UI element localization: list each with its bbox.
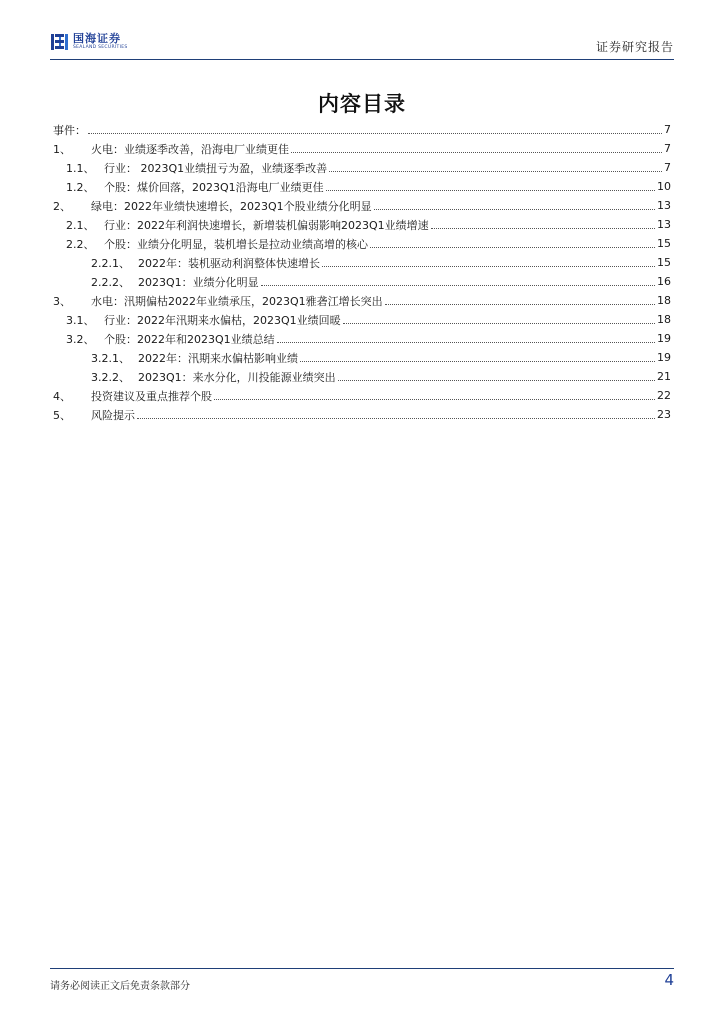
toc-entry-number: 2、 [53, 199, 71, 213]
sealand-logo-icon [50, 32, 70, 52]
toc-entry-label: 行业：2022年利润快速增长，新增装机偏弱影响2023Q1业绩增速 [104, 218, 429, 232]
toc-entry[interactable] [53, 272, 671, 291]
toc-dot-leader [326, 190, 655, 191]
toc-entry-label: 2022年：汛期来水偏枯影响业绩 [138, 351, 298, 365]
toc-dot-leader [385, 304, 655, 305]
toc-dot-leader [88, 133, 662, 134]
toc-entry-label: 绿电：2022年业绩快速增长，2023Q1个股业绩分化明显 [91, 199, 372, 213]
toc-entry-page: 19 [657, 332, 671, 345]
toc-dot-leader [370, 247, 655, 248]
toc-entry-page: 22 [657, 389, 671, 402]
toc-entry-label: 投资建议及重点推荐个股 [91, 389, 212, 403]
page-header [50, 28, 674, 60]
toc-entry-page: 13 [657, 218, 671, 231]
toc-entry[interactable] [53, 215, 671, 234]
toc-entry-label: 2022年：装机驱动利润整体快速增长 [138, 256, 320, 270]
toc-entry-page: 16 [657, 275, 671, 288]
toc-dot-leader [291, 152, 662, 153]
toc-entry[interactable] [53, 177, 671, 196]
toc-entry-number: 2.1、 [66, 218, 95, 232]
toc-dot-leader [343, 323, 655, 324]
toc-entry-number: 2.2.1、 [91, 256, 130, 270]
toc-entry-page: 7 [664, 123, 671, 136]
toc-entry-label: 行业：2022年汛期来水偏枯，2023Q1业绩回暖 [104, 313, 341, 327]
toc-entry-page: 21 [657, 370, 671, 383]
toc-entry-number: 3.2.1、 [91, 351, 130, 365]
toc-entry[interactable] [53, 386, 671, 405]
toc-title: 内容目录 [318, 91, 406, 116]
toc-entry-label: 2023Q1：业绩分化明显 [138, 275, 259, 289]
toc-entry-number: 3.1、 [66, 313, 95, 327]
toc-entry-number: 2.2.2、 [91, 275, 130, 289]
toc-entry[interactable] [53, 310, 671, 329]
toc-dot-leader [261, 285, 655, 286]
logo-chinese-name: 国海证券 [73, 32, 121, 45]
page-number: 4 [664, 971, 674, 989]
toc-entry-number: 3.2、 [66, 332, 95, 346]
toc-entry[interactable] [53, 253, 671, 272]
toc-entry-label: 个股：业绩分化明显，装机增长是拉动业绩高增的核心 [104, 237, 368, 251]
toc-entry-label: 事件： [53, 123, 86, 137]
toc-dot-leader [338, 380, 655, 381]
toc-entry-label: 个股：煤价回落，2023Q1沿海电厂业绩更佳 [104, 180, 324, 194]
page-footer [50, 968, 674, 990]
toc-dot-leader [277, 342, 655, 343]
toc-entry-page: 23 [657, 408, 671, 421]
toc-entry[interactable] [53, 329, 671, 348]
toc-entry-page: 7 [664, 161, 671, 174]
toc-entry-page: 7 [664, 142, 671, 155]
toc-dot-leader [214, 399, 655, 400]
toc-dot-leader [374, 209, 655, 210]
toc-entry-number: 1、 [53, 142, 71, 156]
toc-dot-leader [322, 266, 655, 267]
toc-entry[interactable] [53, 120, 671, 139]
toc-entry-page: 18 [657, 294, 671, 307]
toc-entry-number: 3、 [53, 294, 71, 308]
toc-entry[interactable] [53, 196, 671, 215]
toc-entry-label: 火电：业绩逐季改善，沿海电厂业绩更佳 [91, 142, 289, 156]
toc-entry-label: 行业： 2023Q1业绩扭亏为盈，业绩逐季改善 [104, 161, 328, 175]
toc-entry[interactable] [53, 367, 671, 386]
toc-dot-leader [137, 418, 655, 419]
company-logo [50, 30, 128, 54]
toc-dot-leader [329, 171, 662, 172]
toc-entry-number: 1.2、 [66, 180, 95, 194]
toc-dot-leader [431, 228, 655, 229]
toc-entry-number: 5、 [53, 408, 71, 422]
toc-entry[interactable] [53, 405, 671, 424]
toc-entry-page: 13 [657, 199, 671, 212]
toc-entry[interactable] [53, 348, 671, 367]
toc-entry-page: 15 [657, 256, 671, 269]
toc-entry-page: 19 [657, 351, 671, 364]
toc-entry-page: 10 [657, 180, 671, 193]
toc-entry-label: 风险提示 [91, 408, 135, 422]
toc-entry[interactable] [53, 139, 671, 158]
toc-entry-number: 4、 [53, 389, 71, 403]
toc-entry-label: 水电：汛期偏枯2022年业绩承压，2023Q1雅砻江增长突出 [91, 294, 383, 308]
toc-entry-number: 2.2、 [66, 237, 95, 251]
toc-entry[interactable] [53, 234, 671, 253]
toc-entry-page: 15 [657, 237, 671, 250]
toc-dot-leader [300, 361, 655, 362]
report-type-label: 证券研究报告 [595, 40, 674, 54]
toc-entry-number: 3.2.2、 [91, 370, 130, 384]
toc-entry[interactable] [53, 158, 671, 177]
toc-entry-page: 18 [657, 313, 671, 326]
toc-entry-label: 个股：2022年和2023Q1业绩总结 [104, 332, 275, 346]
toc-entry-label: 2023Q1：来水分化，川投能源业绩突出 [138, 370, 336, 384]
toc-entry-number: 1.1、 [66, 161, 95, 175]
logo-english-name: SEALAND SECURITIES [73, 45, 128, 50]
disclaimer-text: 请务必阅读正文后免责条款部分 [50, 981, 190, 992]
toc-entry[interactable] [53, 291, 671, 310]
